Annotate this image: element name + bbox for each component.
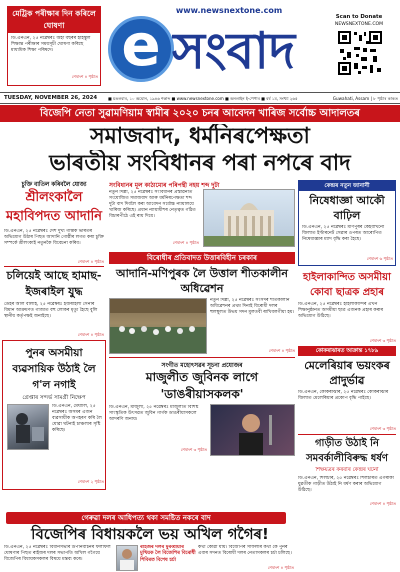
divider <box>298 434 396 435</box>
right-headline-2[interactable]: হাইলাকান্দিত অসমীয়া কোবা ছাত্ৰক প্ৰহাৰ <box>303 272 391 298</box>
left-headline-2[interactable]: চলিয়েই আছে হামাছ-ইজৰাইল যুদ্ধ <box>6 269 102 298</box>
masthead <box>0 0 400 92</box>
left-news-photo[interactable] <box>7 404 49 450</box>
center-story: নতুন দিল্লী, ২৫ নৱেম্বৰঃ সংবিধানৰ প্ৰস্তাৱনাত সংযোজিত সমাজবাদ আৰু ধৰ্মনিৰপেক্ষতা শব্দ দুটা বাদ দিবলৈ কৰা আবেদন সৰ্বোচ্চ ন্যায়ালয়ে খাৰিজ কৰিছে। প্ৰধান ন্যায়াধীশৰ নেতৃত্বত গঠিত বিচাৰপীঠে এই ৰায় দিয়ে। <box>109 190 196 219</box>
center-story-2: নতুন দিল্লী, ২৫ নৱেম্বৰঃ সংসদৰ শীতকালীন অধিৱেশনৰ প্ৰথম দিনাই বিৰোধী দলৰ হুলস্থুলত উভয় সদন মুলতবী ৰাখিবলগীয়া হয়। <box>210 298 295 315</box>
lead-headline-1[interactable]: সমাজবাদ, ধৰ্মনিৰপেক্ষতা <box>90 124 310 149</box>
right-story-3: ডি.এনএন, কোকৰাঝাৰ, ২৫ নৱেম্বৰঃ কোকৰাঝাৰ জিলাত মেলেৰিয়াৰ প্ৰকোপ বৃদ্ধি পাইছে। <box>298 390 389 401</box>
bottom-story-2: কথা কোৱা যায়। বিজেপিৰ সাফল্যৰ কথা কৈ পুনৰ এবাৰ সদনত বিৰোধী দলৰ নেতাসকলৰ চৰ্চা চলিছে। <box>198 545 292 556</box>
right-headline-4[interactable]: গাড়ীত উঠাই নি সমবৰ্কালীবিৰুদ্ধ ধৰ্ষণ <box>306 438 388 464</box>
zubeen-photo[interactable] <box>210 404 295 456</box>
bottom-headline[interactable]: বিজেপিৰ বিধায়কলৈ ভয় অখিল গগৈৰ! <box>31 525 269 543</box>
supreme-court-photo[interactable] <box>203 189 295 247</box>
bottom-band[interactable]: গেৰুৱা দলৰ আধিপত্য থকা সমষ্টিত নকৰে বাদ <box>6 512 286 524</box>
lead-headline-2[interactable]: ভাৰতীয় সংবিধানৰ পৰা নপৰে বাদ <box>49 151 351 176</box>
left-feature-box <box>2 340 106 490</box>
center-headline-3[interactable]: মাজুলীত জুবিনক লাগে 'ডাঙৰীয়াসকলক' <box>145 370 259 401</box>
bottom-story-ref[interactable]: শেষাংশ ৪ পৃষ্ঠাত <box>267 565 294 570</box>
right-kicker-2: কোকৰাঝাৰত আক্ৰান্ত ১৭৮৯ <box>298 346 396 356</box>
center-story-2-ref[interactable]: শেষাংশ ৪ পৃষ্ঠাত <box>268 348 295 353</box>
right-story-2: ডি.এনএন, ২৫ নৱেম্বৰঃ হাইলাকান্দিৰ এখন শিক্ষানুষ্ঠানত অসমীয়া ছাত্ৰ এজনক প্ৰহাৰ কৰাৰ অভিযোগ উঠিছে। <box>298 302 384 319</box>
right-story-2-ref[interactable]: শেষাংশ ৩ পৃষ্ঠাত <box>369 338 396 343</box>
center-kicker-2: সংগীত মহোৎসৱৰ সূচনা প্ৰযোজৰ <box>161 362 243 369</box>
right-story-4-ref[interactable]: শেষাংশ ৪ পৃষ্ঠাত <box>369 501 396 506</box>
promo-title: মেট্ৰিক পৰীক্ষাৰ দিন কৰিলে ঘোষণা <box>8 7 100 33</box>
left-headline-3[interactable]: পুনৰ অসমীয়া ব্যৱসায়িক উঠাই লৈ গ'ল নগাই <box>12 347 96 391</box>
brand-e: e <box>121 11 161 79</box>
center-bar[interactable]: বিৰোধীৰ প্ৰতিবাদত উত্তাৰবিহীন চৰকাৰ <box>109 252 295 264</box>
right-story-3-ref[interactable]: শেষাংশ ৩ পৃষ্ঠাত <box>369 426 396 431</box>
promo-box[interactable] <box>7 6 101 86</box>
donate-title: Scan to Donate <box>335 14 383 20</box>
left-story-2-ref[interactable]: শেষাংশ ৪ পৃষ্ঠাত <box>77 332 104 337</box>
right-column <box>298 180 396 510</box>
right-headline-4-sub: শিক্ষয়ত্ৰৰ কৰবাৰ কেন্দ্ৰৰ ঘটনা <box>315 467 379 473</box>
akhil-gogoi-photo[interactable] <box>116 545 138 571</box>
center-column <box>109 180 295 510</box>
left-kicker: চুক্তি বাতিল কৰিবলৈ যোজ্য <box>21 182 87 188</box>
bottom-story: ডি.এনএন, ২৫ নৱেম্বৰঃ বিধানসভাৰ উপনিৰ্বাচনৰ ফলাফল ঘোষণাৰ পিছত ৰাইজৰ দলৰ সভাপতি অখিল গগৈয়ে বিজেপিৰ বিধায়কসকলৰ বিষয়ে মন্তব্য কৰে। <box>4 545 111 562</box>
right-story-4: ডি.এনএন, শিলচাৰ, ২৫ নৱেম্বৰঃ শিলচাৰত এগৰাকী যুৱতীক গাড়ীত উঠাই নি ধৰ্ষণ কৰাৰ অভিযোগ উঠিছে। <box>298 476 394 493</box>
dateline-bar <box>0 92 400 104</box>
qr-code-icon[interactable] <box>337 30 383 76</box>
right-story-1: ডি.এনএন, ২৫ নৱেম্বৰঃ মণিপুৰৰ কেইবাখনো জিলাত ইণ্টাৰনেট সেৱাৰ ওপৰত আৰোপিত নিষেধাজ্ঞাৰ ম্যাদ বৃদ্ধি কৰা হৈছে। <box>302 225 385 242</box>
divider <box>109 357 295 358</box>
left-column <box>4 180 104 510</box>
date-english: TUESDAY, NOVEMBER 26, 2024 <box>4 95 98 101</box>
left-headline-1[interactable]: শ্ৰীলংকালৈ মহাবিপদত আদানি <box>6 190 102 224</box>
left-story-1-ref[interactable]: শেষাংশ ৪ পৃষ্ঠাত <box>77 259 104 264</box>
left-story-3-ref[interactable]: শেষাংশ ২ পৃষ্ঠাত <box>77 479 104 484</box>
top-banner[interactable]: বিজেপি নেতা সুৱামণিয়াম স্বামীৰ ২০২০ চনৰ আবেদন খাৰিজ সৰ্বোচ্চ আদালতৰ <box>0 105 400 122</box>
donate-url: NEWSNEXTONE.COM <box>334 22 384 27</box>
left-story-2: ডেইৰ আল বালাহ, ২৫ নৱেম্বৰঃ ইজৰাইলী সেনাৰ বিমান আক্ৰমণত গাজাত বহু লোকৰ মৃত্যু হৈছে বুলি স্থানীয় কৰ্তৃপক্ষই জনাইছে। <box>4 302 98 319</box>
site-url[interactable]: www.newsnextone.com <box>175 6 283 15</box>
right-box-1 <box>298 180 396 266</box>
right-headline-1[interactable]: নিষেধাজ্ঞা আকৌ বাঢ়িল <box>309 194 385 222</box>
brand-logo[interactable] <box>106 11 322 88</box>
left-headline-3-sub: গ্ৰেপ্তাৰ সন্দৰ্ভ সামগ্ৰী নিক্ষেপ <box>22 395 86 401</box>
right-headline-3[interactable]: মেলেৰিয়াৰ ভয়ংকৰ প্ৰাদুৰ্ভাৱ <box>304 359 390 387</box>
brand-name: সংবাদ <box>172 22 296 80</box>
donate-box[interactable] <box>324 14 394 88</box>
center-story-3: ডি.এনএন, মাজুলী, ২৫ নৱেম্বৰঃ মাজুলীত বিশিষ্ট সাংস্কৃতিক উৎসৱত জুবিন গাৰ্গক ডাঙৰীয়াসকলে আদৰণি জনায়। <box>109 405 199 422</box>
left-story-3: ডি.এনএন, মেঘালি, ২৫ নৱেম্বৰঃ অসমৰ এজন ব্যৱসায়ীক অপহৰণ কৰি লৈ যোৱা ঘটনাই চাঞ্চল্যৰ সৃষ্টি কৰিছে। <box>52 404 102 433</box>
center-story-3-ref[interactable]: শেষাংশ ৩ পৃষ্ঠাত <box>180 447 207 452</box>
date-info: ■ মঙলবাৰ, ১০ অঘোন, ১৯৪৬ শকাব্দ ■ www.newsnextone.com ■ অনলাইন ই-পেপাৰ ■ বৰ্ষ ১ম, সংখ্যা ২৬৫ <box>108 95 298 101</box>
center-kicker: সংবিধানৰ মূল কাঠামোৰ পৰিপন্থী নহয় শব্দ দুটা <box>109 182 220 189</box>
promo-text: ডি.এনএন, ২৫ নৱেম্বৰঃ অহা বছৰৰ হাইস্কুল শিক্ষান্ত পৰীক্ষাৰ সময়সূচী ঘোষণা কৰিছে মাধ্যমিক শিক্ষা পৰিষদে। <box>11 36 91 53</box>
center-headline-2[interactable]: আদানি-মণিপুৰক লৈ উত্তাল শীতকালীন অধিৱেশন <box>115 267 288 295</box>
right-kicker: কেন্দ্ৰৰ নতুন জানানী <box>299 181 395 191</box>
dateline-place: Guwahati, Assam | ৮ পৃষ্ঠাৰ কাকত <box>332 95 398 101</box>
divider <box>4 266 104 267</box>
right-story-1-ref[interactable]: শেষাংশ ৬ পৃষ্ঠাত <box>366 256 393 261</box>
promo-ref[interactable]: শেষাংশ ৪ পৃষ্ঠাত <box>71 74 98 79</box>
center-story-ref[interactable]: শেষাংশ ৪ পৃষ্ঠাত <box>172 240 199 245</box>
left-story-1: ডি.এনএন, ২৫ নৱেম্বৰঃ দেশ দুখ্য গম্ভিক ভাৰতৰ অভিযোগ উঠাৰ পিছত আদানি গোষ্ঠীৰ লগত কৰা চুক্তি সম্পৰ্কে শ্ৰীলংকাই নতুনকৈ বিবেচনা কৰিব। <box>4 229 104 246</box>
bottom-side-headline[interactable]: ৰাইজৰ দলৰ মুৰব্বীয়াৰ মুখিয়ক লৈ বিজেপিৰ বিৰোধী শিবিৰত বিশেষ চৰ্চা <box>140 545 196 563</box>
parliament-photo[interactable] <box>109 298 207 354</box>
